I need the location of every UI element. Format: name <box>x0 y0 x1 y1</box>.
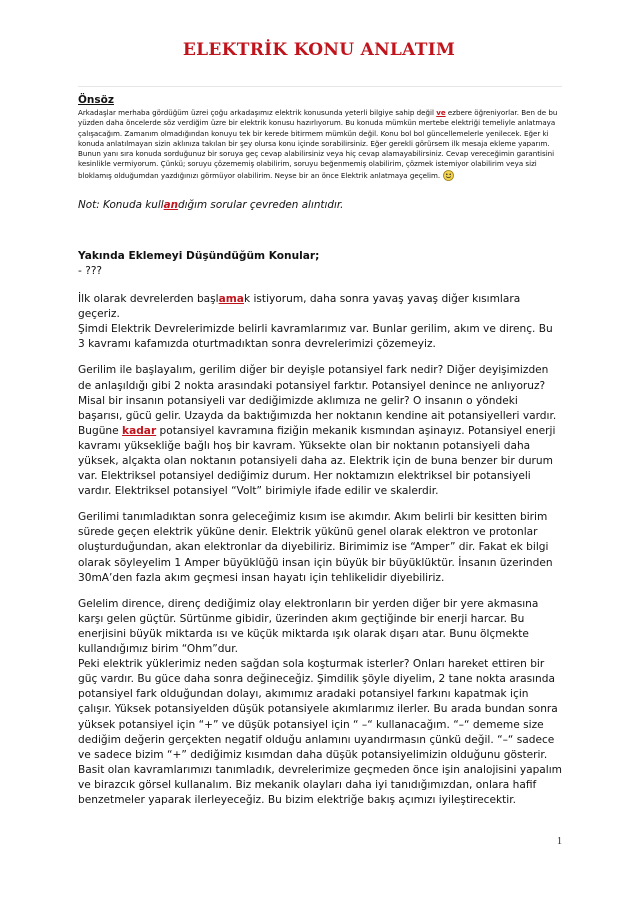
note-text-1: Not: Konuda kull <box>78 199 164 212</box>
paragraph-voltage <box>78 363 562 499</box>
onsoz-text-2: ezbere öğreniyorlar. Ben de bu yüzden daha öncelerde söz verdiğim üzre bir elektrik konusu hazırlıyorum. Bu konuda mümkün mertebe elektriği temeliyle anlatmaya çalışacağım. Zamanım olmadığından konuyu tek bir kerede bitirmem mümkün değil. Konu bol bol güncellemelerle yenilecek. Eğer ki konuda anlatılmayan sizin aklınıza takılan bir şey olursa konu içinde sorabilirsiniz. Eğer gerekli görürsem ilk mesaja ekleme yaparım. Bunun yanı sıra konuda sorduğunuz bir soruya geç cevap alabilirsiniz veya hiç cevap alamayabilirsiniz. Cevap vereceğimin garantisini kesinlikle vermiyorum. Çünkü; soruyu çözememiş olabilirim, soruyu beğenmemiş olabilirim, çözmek istemiyor olabilirim veya sizi bloklamış olduğumdan yazdığınızı görmüyor olabilirim. Neyse bir an önce Elektrik anlatmaya geçelim. <box>78 108 558 180</box>
paragraph-charges: Peki elektrik yüklerimiz neden sağdan sola koşturmak isterler? Onları hareket ettiren bir güç vardır. Bu güce daha sonra değineceğiz. Şimdilik şöyle diyelim, 2 tane nokta arasında potansiyel fark olduğundan dolayı, akımımız aradaki potansiyel farkını kapatmak için çalışır. Yüksek potansiyelden düşük potansiyele akımlarımız ilerler. Bu arada bundan sonra yüksek potansiyel için “+” ve düşük potansiyel için “ –“ kullanacağım. “–“ dememe size dediğim değerin gerçekten negatif olduğu anlamını uyandırmasın çünkü değil. “–“ sadece ve sadece bizim “+” dediğimiz kısımdan daha düşük potansiyelimizin olduğunu gösterir. <box>78 658 558 761</box>
divider <box>78 86 562 87</box>
paragraph-analogy: Basit olan kavramlarımızı tanımladık, devrelerimize geçmeden önce işin analojisini yapalım ve birazcık görsel kullanalım. Biz mekanik olayları daha iyi tanıdığımızdan, onlara hafif benzetmeler yaparak ilerleyeceğiz. Bu bizim elektriğe bakış açımızı iyileştirecektir. <box>78 763 563 806</box>
intro-text-1: İlk olarak devrelerden başl <box>78 293 219 306</box>
paragraph-current: Gerilimi tanımladıktan sonra geleceğimiz kısım ise akımdır. Akım belirli bir kesitten birim sürede geçen elektrik yüküne denir. Elektrik yükünü genel olarak elektron ve protonlar oluşturduğundan, akan elektronlar da diyebiliriz. Birimimiz ise “Amper” dir. Fakat ek bilgi olarak söyleyelim 1 Amper büyüklüğü insan için büyük bir büyüklüktür. İnsanın üzerinden 30mA’den fazla akım geçmesi insan hayatı için tehlikelidir diyebiliriz. <box>78 511 553 584</box>
spacer <box>78 499 562 510</box>
page-number: 1 <box>557 836 562 847</box>
upcoming-item: - ??? <box>78 265 103 278</box>
keyword-link[interactable]: ve <box>436 108 446 117</box>
smiley-face-icon <box>443 170 454 181</box>
document-body <box>78 94 562 808</box>
keyword-link[interactable]: kadar <box>122 424 157 437</box>
spacer <box>78 586 562 597</box>
paragraph-concepts: Şimdi Elektrik Devrelerimizde belirli kavramlarımız var. Bunlar gerilim, akım ve direnç. Bu 3 kavramı kafamızda oturtmadıktan sonra devrelerimizi çözemeyiz. <box>78 323 553 351</box>
onsoz-text-1: Arkadaşlar merhaba gördüğüm üzrei çoğu arkadaşımız elektrik konusunda yeterli bilgiye sahip değil <box>78 108 437 117</box>
spacer <box>78 279 562 292</box>
voltage-text-1: Gerilim ile başlayalım, gerilim diğer bir deyişle potansiyel fark nedir? Diğer deyişimizden de anlaşıldığı gibi 2 nokta arasındaki potansiyel farktır. Potansiyel denince ne anlıyoruz? Misal bir insanın potansiyeli var dediğimizde aklımıza ne gelir? O insanın o yöndeki başarısı, gücü gelir. Uzayda da baktığımızda her noktanın kendine ait potansiyelleri vardır. Bugüne <box>78 364 557 437</box>
onsoz-paragraph <box>78 108 562 181</box>
voltage-text-2: potansiyel kavramına fiziğin mekanik kısmından aşinayız. Potansiyel enerji kavramı yüksekliğe bağlı hoş bir kavram. Yüksekte olan bir noktanın potansiyeli daha yüksek, alçakta olan noktanın potansiyeli daha az. Elektrik için de buna benzer bir durum var. Elektriksel potansiyel dediğimiz durum. Her noktamızın elektriksel bir potansiyeli vardır. Elektriksel potansiyel “Volt” birimiyle ifade edilir ve skalerdir. <box>78 424 556 498</box>
upcoming-heading: Yakında Eklemeyi Düşündüğüm Konular; <box>78 250 320 263</box>
document-title: ELEKTRİK KONU ANLATIM <box>182 40 456 60</box>
intro-text-2: k istiyorum, daha sonra yavaş yavaş diğer kısımlara geçeriz. <box>78 293 521 321</box>
note <box>78 198 562 212</box>
onsoz-heading: Önsöz <box>78 94 114 106</box>
keyword-link[interactable]: an <box>163 199 179 212</box>
note-text-2: dığım sorular çevreden alıntıdır. <box>178 199 344 212</box>
spacer <box>78 352 562 363</box>
keyword-link[interactable]: ama <box>218 293 244 306</box>
paragraph-resistance: Gelelim dirence, direnç dediğimiz olay elektronların bir yerden diğer bir yere akmasına karşı gelen güçtür. Sürtünme gibidir, üzerinden akım geçtiğinde bir enerji harcar. Bu enerjisini büyük miktarda ısı ve küçük miktarda ışık olarak dışarı atar. Bunu ölçmekte kullandığımız birim “Ohm”dur. <box>78 597 539 656</box>
paragraph-intro <box>78 292 562 322</box>
